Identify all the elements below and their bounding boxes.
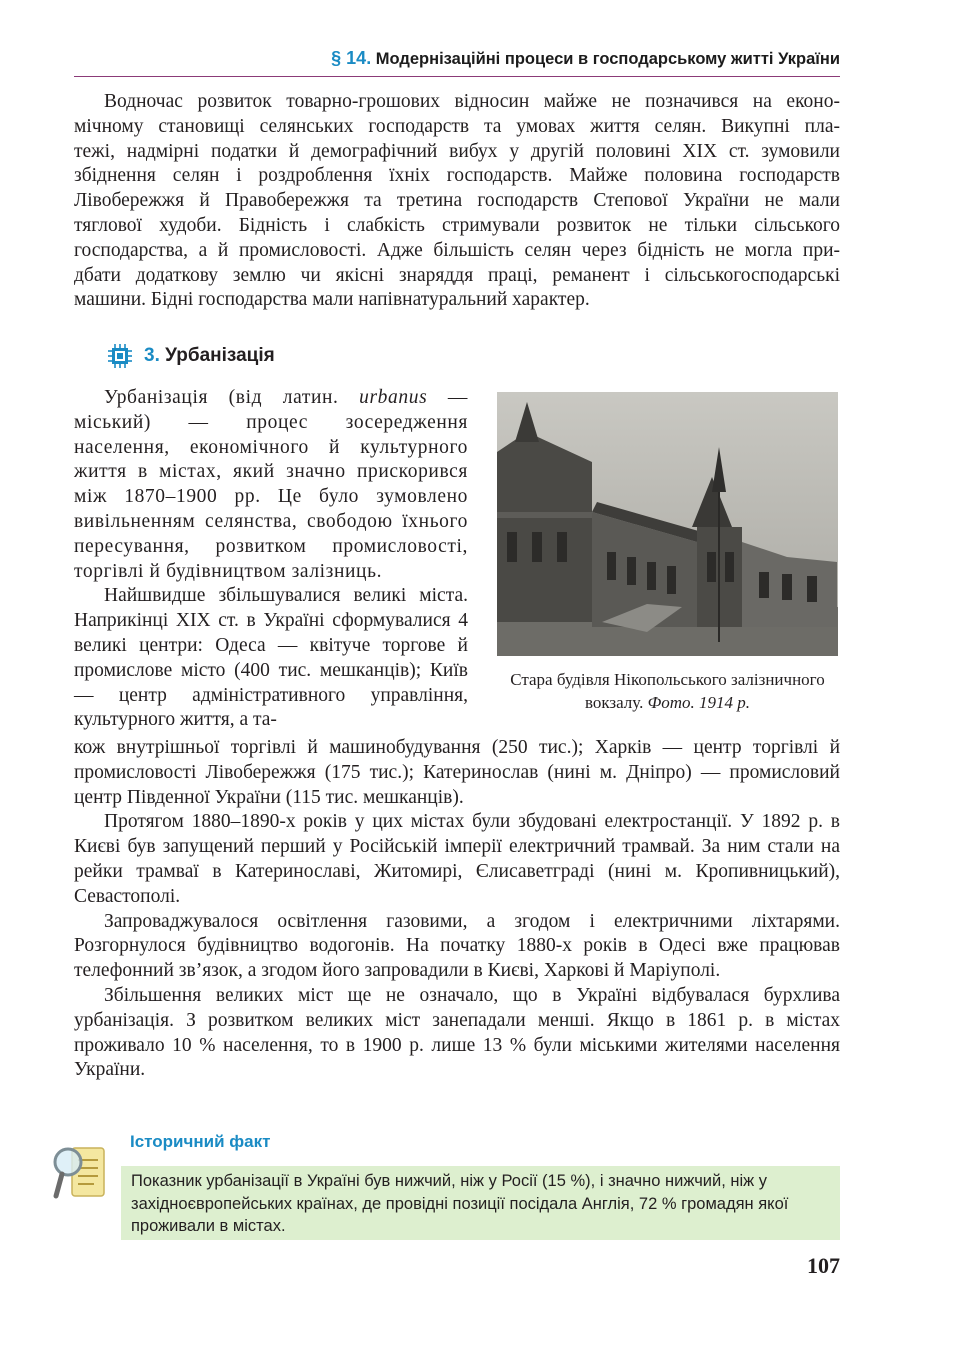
station-photo: [497, 392, 838, 656]
section-title: Урбанізація: [165, 345, 275, 366]
chip-icon: [108, 344, 132, 368]
intro-line: господарства, а й промисловості. Адже більшість селян через бідність не могла при-: [74, 239, 840, 261]
body-paragraph: Збільшення великих міст ще не означало, що в Україні відбувалася бурхлива урбанізація. З розвитком великих міст занепадали менші. Якщо в 1861 р. в містах проживало 10 % населення, то в 1900 р. лише 13 % були міськими жителями населення України.: [74, 984, 840, 1081]
intro-line: Водночас розвиток товарно-грошових відносин майже не позначився на еконо-: [104, 91, 840, 112]
running-header: [74, 48, 840, 69]
cities-paragraph: Найшвидше збільшувалися великі міста. Наприкінці XIX ст. в Україні сформувалися 4 великі центри: Одеса — квітуче торгове й промислове місто (400 тис. мешканців); Київ — центр адміністративного управління, культурного життя, а та-: [74, 585, 468, 731]
main-text: [74, 736, 840, 1083]
intro-line: збіднення селян і роздроблення їхніх господарств. Майже половина господарств: [74, 165, 840, 187]
body-paragraph: Протягом 1880–1890-х років у цих містах були збудовані електростанції. У 1892 р. в Києві був запущений перший у Російській імперії електричний трамвай. За ним стали на рейки трамваї в Катеринославі, Житомирі, Єлисаветграді (нині м. Кропивницький), Севастополі.: [74, 811, 840, 907]
fact-text: Показник урбанізації в Україні був нижчий, ніж у Росії (15 %), і значно нижчий, ніж у західноєвропейських країнах, де провідні позиції посідала Англія, 72 % громадян якої проживали в містах.: [131, 1172, 789, 1235]
definition-lead: Урбанізація (від латин.: [104, 387, 360, 408]
caption-text: Стара будівля Нікопольського залізничного вокзалу.: [510, 670, 825, 712]
section-number: 3.: [144, 345, 160, 366]
intro-line: тяглової худоби. Бідність і слабкість стримували розвиток не тільки сільського: [74, 214, 840, 236]
intro-line: машини. Бідні господарства мали напівнатуральний характер.: [74, 289, 590, 311]
intro-line: тежі, надмірні податки й демографічний вибух у другій половині XIX ст. зумовили: [74, 140, 840, 162]
latin-term: urbanus: [359, 387, 428, 408]
header-title: Модернізаційні процеси в господарському житті України: [375, 50, 840, 68]
continuation-paragraph: кож внутрішньої торгівлі й машинобудування (250 тис.); Харків — центр торгівлі й промисловості Лівобережжя (175 тис.); Катеринослав (нині м. Дніпро) — промисловий центр Південної України (115 тис. мешканців).: [74, 737, 840, 808]
body-paragraph: Запроваджувалося освітлення газовими, а згодом і електричними ліхтарями. Розгорнулося будівництво водогонів. На початку 1880-х років в Одесі вже працював телефонний зв’язок, а згодом його запровадили в Києві, Харкові й Маріуполі.: [74, 910, 840, 982]
header-divider: [74, 76, 840, 77]
definition-rest: — міський) — процес зосередження населення, економічного й культурного життя в містах, який значно прискорився між 1870–1900 рр. Це було зумовлено вивільненням селянства, свободою їхнього пересування, розвитком промисловості, торгівлі й будівництвом залізниць.: [74, 387, 468, 582]
intro-line: мічному становищі селянських господарств та умовах життя селян. Викупні пла-: [74, 115, 840, 137]
column-text: [74, 386, 468, 733]
intro-paragraph: [74, 90, 840, 313]
fact-box: [121, 1166, 840, 1240]
page-number: 107: [807, 1253, 840, 1278]
photo-caption: [497, 668, 838, 714]
station-photo-illustration: [497, 392, 838, 656]
magnifier-scroll-icon: [50, 1138, 110, 1208]
section-heading: [108, 342, 275, 370]
header-section-number: § 14.: [331, 48, 372, 68]
intro-line: Лівобережжя й Правобережжя та третина господарств Степової України не мали: [74, 190, 840, 212]
urbanization-definition: [74, 386, 468, 584]
caption-italic: Фото. 1914 р.: [647, 693, 751, 712]
fact-title: Історичний факт: [130, 1132, 271, 1151]
intro-line: дбати додаткову землю чи якісні знаряддя праці, реманент і сільськогосподарські: [74, 264, 840, 286]
